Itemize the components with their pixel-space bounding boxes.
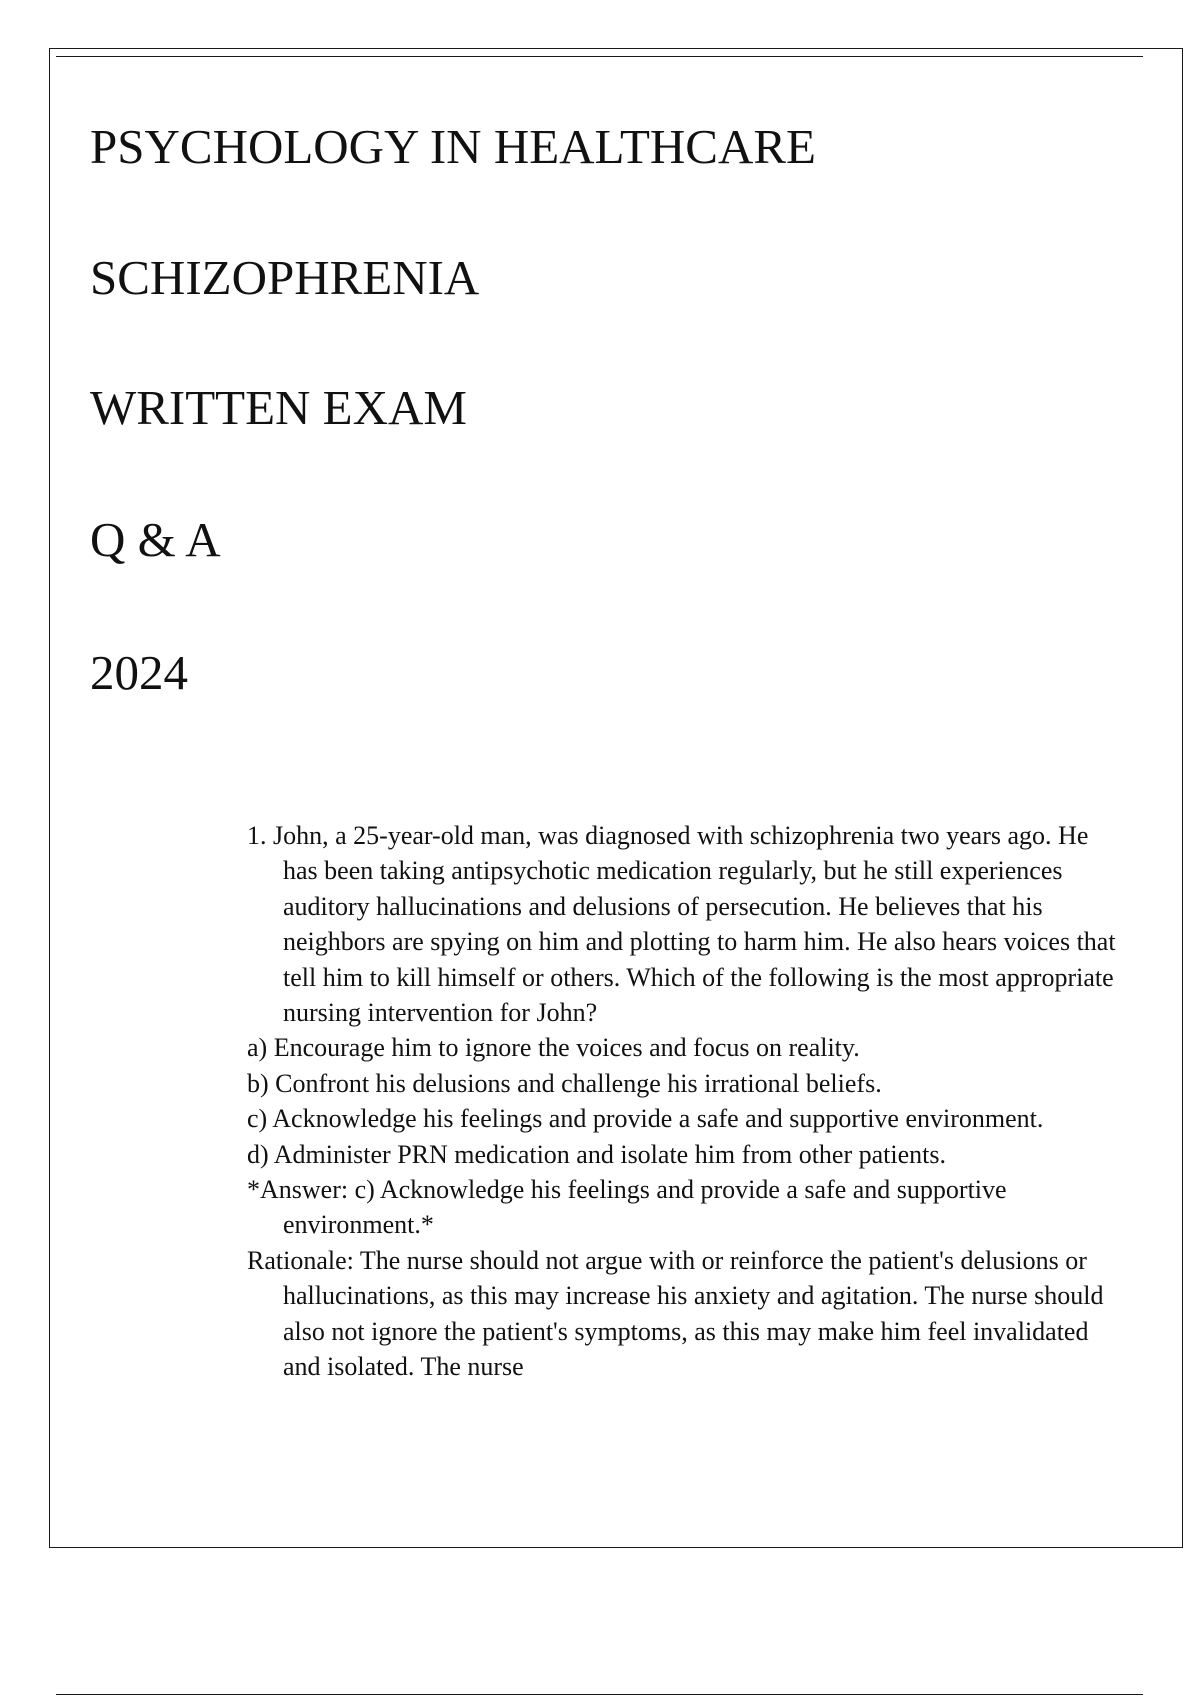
title-line-year: 2024 [90, 645, 188, 700]
question-stem: 1. John, a 25-year-old man, was diagnosed with schizophrenia two years ago. He has been taking antipsychotic medication regularly, but he still experiences auditory hallucinations and delusions of persecution. He believes that his neighbors are spying on him and plotting to harm him. He also hears voices that tell him to kill himself or others. Which of the following is the most appropriate nursing intervention for John? [247, 821, 1116, 1028]
answer-line: *Answer: c) Acknowledge his feelings and provide a safe and supportive environment.* [247, 1175, 1007, 1240]
title-line-format: Q & A [90, 512, 221, 567]
title-line-exam-type: WRITTEN EXAM [90, 380, 467, 435]
top-rule [56, 56, 1143, 57]
rationale-paragraph: Rationale: The nurse should not argue with or reinforce the patient's delusions or hallucinations, as this may increase his anxiety and agitation. The nurse should also not ignore the patient's symptoms, as this may make him feel invalidated and isolated. The nurse [247, 1245, 1104, 1382]
title-line-topic: SCHIZOPHRENIA [90, 250, 480, 305]
option-c: c) Acknowledge his feelings and provide a safe and supportive environment. [247, 1104, 1044, 1134]
bottom-rule [56, 1694, 1143, 1695]
option-a: a) Encourage him to ignore the voices and focus on reality. [247, 1033, 860, 1063]
option-b: b) Confront his delusions and challenge his irrational beliefs. [247, 1068, 882, 1098]
question-block [247, 818, 1127, 1385]
title-block [90, 119, 816, 779]
title-line-course: PSYCHOLOGY IN HEALTHCARE [90, 119, 816, 174]
option-d: d) Administer PRN medication and isolate him from other patients. [247, 1139, 946, 1169]
